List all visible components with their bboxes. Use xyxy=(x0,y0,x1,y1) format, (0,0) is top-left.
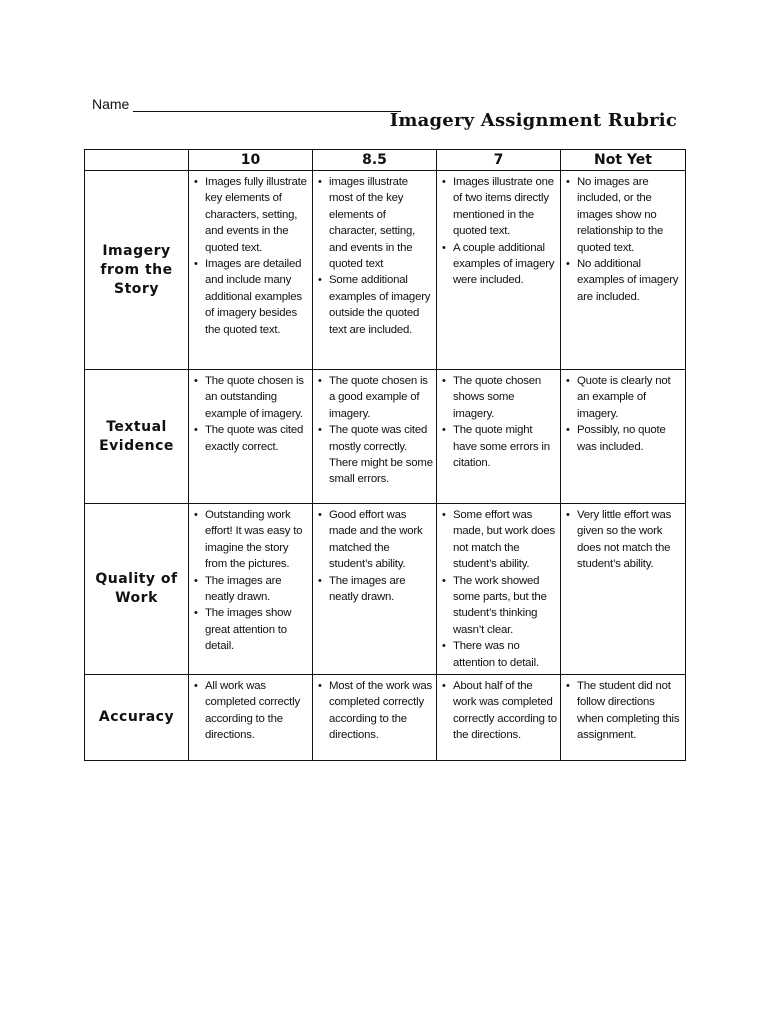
descriptor-bullet: • The work showed some parts, but the student’s thinking wasn’t clear. xyxy=(453,573,557,639)
descriptor-bullet: • There was no attention to detail. xyxy=(453,638,557,671)
descriptor-list xyxy=(561,174,685,305)
descriptor-list xyxy=(437,507,560,671)
name-label: Name xyxy=(92,96,130,112)
descriptor-bullet: • Images illustrate one of two items directly mentioned in the quoted text. xyxy=(453,174,557,240)
rubric-cell xyxy=(313,675,437,761)
descriptor-bullet: • Images fully illustrate key elements of characters, setting, and events in the quoted text. xyxy=(205,174,309,256)
rubric-cell xyxy=(313,504,437,675)
descriptor-bullet: • Good effort was made and the work matched the student’s ability. xyxy=(329,507,433,573)
descriptor-list xyxy=(189,174,312,338)
descriptor-bullet: • All work was completed correctly according to the directions. xyxy=(205,678,309,744)
rubric-row-imagery-from-the-story xyxy=(85,171,686,370)
rubric-cell xyxy=(437,504,561,675)
descriptor-bullet: • Quote is clearly not an example of imagery. xyxy=(577,373,682,422)
rubric-cell xyxy=(561,370,686,504)
descriptor-bullet: • The quote was cited mostly correctly. There might be some small errors. xyxy=(329,422,433,488)
descriptor-list xyxy=(189,507,312,655)
rubric-cell xyxy=(313,171,437,370)
column-header-10: 10 xyxy=(189,150,313,171)
descriptor-list xyxy=(313,174,436,338)
descriptor-list xyxy=(561,678,685,744)
column-header-8-5: 8.5 xyxy=(313,150,437,171)
descriptor-bullet: • Most of the work was completed correctly according to the directions. xyxy=(329,678,433,744)
descriptor-list xyxy=(189,373,312,455)
rubric-cell xyxy=(437,675,561,761)
criterion-label: Imagery from the Story xyxy=(85,171,189,370)
descriptor-bullet: • images illustrate most of the key elements of character, setting, and events in the quoted text xyxy=(329,174,433,272)
rubric-row-quality-of-work xyxy=(85,504,686,675)
criterion-label: Textual Evidence xyxy=(85,370,189,504)
descriptor-bullet: • Images are detailed and include many additional examples of imagery besides the quoted text. xyxy=(205,256,309,338)
descriptor-list xyxy=(313,678,436,744)
descriptor-list xyxy=(437,174,560,289)
descriptor-bullet: • The images are neatly drawn. xyxy=(329,573,433,606)
descriptor-list xyxy=(189,678,312,744)
name-field xyxy=(92,92,412,112)
rubric-cell xyxy=(189,675,313,761)
column-header-7: 7 xyxy=(437,150,561,171)
name-blank-line xyxy=(133,97,401,112)
descriptor-list xyxy=(313,507,436,605)
descriptor-list xyxy=(437,373,560,471)
rubric-cell xyxy=(437,171,561,370)
descriptor-bullet: • The quote might have some errors in citation. xyxy=(453,422,557,471)
rubric-row-textual-evidence xyxy=(85,370,686,504)
column-header-blank xyxy=(85,150,189,171)
criterion-label: Quality of Work xyxy=(85,504,189,675)
descriptor-bullet: • The student did not follow directions when completing this assignment. xyxy=(577,678,682,744)
rubric-cell xyxy=(561,171,686,370)
column-header-not-yet: Not Yet xyxy=(561,150,686,171)
rubric-row-accuracy xyxy=(85,675,686,761)
descriptor-bullet: • The quote chosen is an outstanding example of imagery. xyxy=(205,373,309,422)
rubric-cell xyxy=(189,504,313,675)
rubric-cell xyxy=(437,370,561,504)
criterion-label: Accuracy xyxy=(85,675,189,761)
descriptor-bullet: • No additional examples of imagery are included. xyxy=(577,256,682,305)
descriptor-bullet: • Possibly, no quote was included. xyxy=(577,422,682,455)
descriptor-bullet: • The quote chosen is a good example of imagery. xyxy=(329,373,433,422)
descriptor-bullet: • Some effort was made, but work does not match the student’s ability. xyxy=(453,507,557,573)
rubric-cell xyxy=(561,504,686,675)
descriptor-bullet: • A couple additional examples of imagery were included. xyxy=(453,240,557,289)
rubric-cell xyxy=(561,675,686,761)
page-title: Imagery Assignment Rubric xyxy=(389,110,677,131)
descriptor-bullet: • Very little effort was given so the work does not match the student’s ability. xyxy=(577,507,682,573)
descriptor-bullet: • Outstanding work effort! It was easy to imagine the story from the pictures. xyxy=(205,507,309,573)
descriptor-bullet: • Some additional examples of imagery outside the quoted text are included. xyxy=(329,272,433,338)
descriptor-bullet: • The quote was cited exactly correct. xyxy=(205,422,309,455)
rubric-cell xyxy=(189,171,313,370)
descriptor-bullet: • About half of the work was completed correctly according to the directions. xyxy=(453,678,557,744)
descriptor-list xyxy=(561,507,685,573)
descriptor-bullet: • The images show great attention to detail. xyxy=(205,605,309,654)
rubric-table xyxy=(84,149,686,761)
header-row xyxy=(85,150,686,171)
descriptor-bullet: • No images are included, or the images show no relationship to the quoted text. xyxy=(577,174,682,256)
descriptor-bullet: • The quote chosen shows some imagery. xyxy=(453,373,557,422)
descriptor-list xyxy=(313,373,436,488)
rubric-cell xyxy=(189,370,313,504)
rubric-cell xyxy=(313,370,437,504)
descriptor-list xyxy=(561,373,685,455)
descriptor-bullet: • The images are neatly drawn. xyxy=(205,573,309,606)
descriptor-list xyxy=(437,678,560,744)
